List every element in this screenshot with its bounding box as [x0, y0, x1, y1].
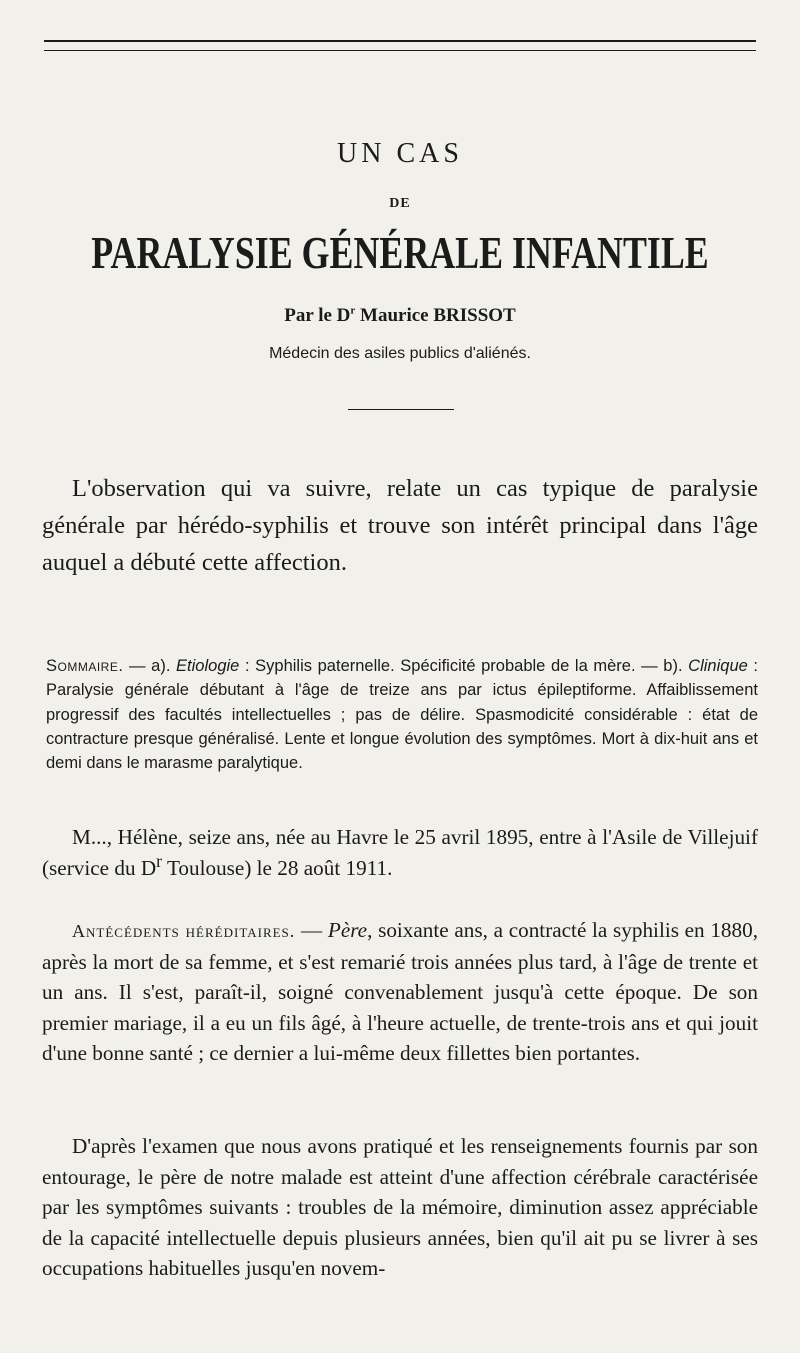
author-line: [0, 305, 800, 327]
summary-clinique-text: : Paralysie générale débutant à l'âge de treize ans par ictus épileptiforme. Affaiblissement progressif des facultés intellectuelles ; pas de délire. Spasmodicité considérable : état de contracture presque généralisé. Lente et longue évolution des symptômes. Mort à dix-huit ans et demi dans le marasme paralytique.: [46, 657, 758, 773]
summary-block: [46, 654, 758, 775]
antecedents-paragraph: [42, 915, 758, 1069]
lead-paragraph: L'observation qui va suivre, relate un cas typique de paralysie générale par hérédo-syphilis et trouve son intérêt principal dans l'âge auquel a débuté cette affection.: [42, 475, 758, 576]
case-intro-sup: r: [156, 850, 163, 871]
examination-paragraph: D'après l'examen que nous avons pratiqué et les renseignements fournis par son entourage, le père de notre malade est atteint d'une affection cérébrale caractérisée par les symptômes suivants : troubles de la mémoire, diminution assez appréciable de la capacité intellectuelle depuis plusieurs années, bien qu'il ait pu se livrer à ses occupations habituelles jusqu'en novem-: [42, 1134, 758, 1280]
header-rule-thick: [44, 40, 756, 42]
summary-part-a-marker: — a).: [123, 657, 177, 675]
antecedents-label: Antécédents héréditaires.: [72, 921, 296, 941]
case-intro-text: M..., Hélène, seize ans, née au Havre le 25 avril 1895, entre à l'Asile de Villejuif (service du D: [42, 825, 758, 880]
title-line-1: UN CAS: [337, 138, 463, 169]
case-intro-text-end: Toulouse) le 28 août 1911.: [162, 855, 393, 880]
article-title: PARALYSIE GÉNÉRALE INFANTILE: [91, 227, 709, 278]
summary-label: Sommaire.: [46, 657, 124, 675]
section-divider: [348, 409, 454, 410]
author-prefix: Par le D: [284, 305, 351, 326]
author-prefix-sup: r: [350, 304, 356, 317]
case-intro-paragraph: [42, 822, 758, 883]
author-name: Maurice BRISSOT: [360, 305, 516, 326]
antecedents-father-label: Père: [327, 918, 368, 942]
summary-clinique-title: Clinique: [688, 657, 748, 675]
antecedents-text: , soixante ans, a contracté la syphilis en 1880, après la mort de sa femme, et s'est remarié trois années plus tard, à l'âge de trente et un ans. Il s'est, paraît-il, soigné convenablement jusqu'à cette époque. De son premier mariage, il a eu un fils âgé, à l'heure actuelle, de trente-trois ans et qui jouit d'une bonne santé ; ce dernier a lui-même deux fillettes bien portantes.: [42, 918, 759, 1065]
summary-etiologie-text: : Syphilis paternelle. Spécificité probable de la mère. — b).: [239, 657, 689, 675]
antecedents-dash: —: [295, 918, 328, 942]
summary-etiologie-title: Etiologie: [176, 657, 240, 675]
title-line-2: DE: [389, 196, 411, 211]
author-affiliation: Médecin des asiles publics d'aliénés.: [269, 345, 531, 362]
header-rule-thin: [44, 50, 756, 51]
